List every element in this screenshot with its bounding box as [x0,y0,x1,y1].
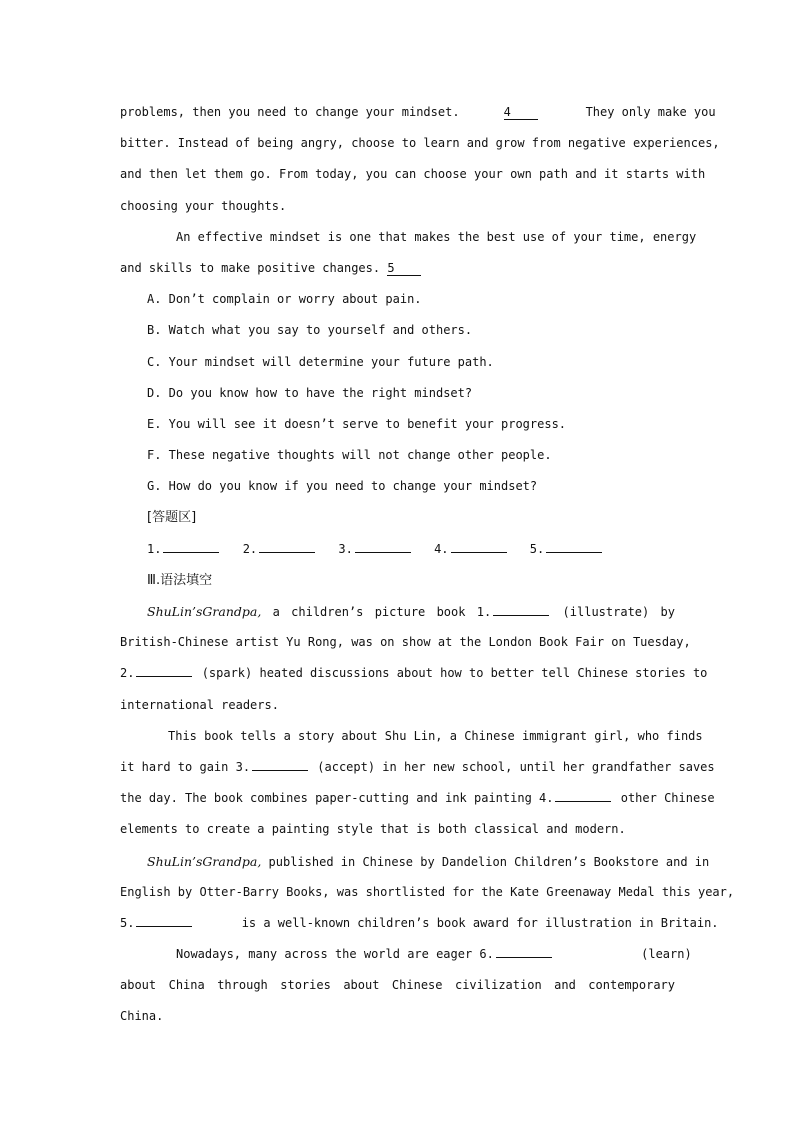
passage-line: it hard to gain 3. (accept) in her new school, until her grandfather saves [120,759,715,774]
blank-4[interactable]: 4 [504,105,538,120]
passage-line: ShuLin’sGrandpa, published in Chinese by Dandelion Children’s Bookstore and in [147,853,710,869]
answer-row: 1. 2. 3. 4. 5. [120,537,675,568]
passage-line: ShuLin’sGrandpa, a children’s picture book 1. (illustrate) by [147,604,675,619]
blank-5[interactable]: 5 [387,261,421,276]
section-title: Ⅲ.语法填空 [147,572,213,588]
passage-line: and then let them go. From today, you can choose your own path and it starts with [120,167,706,182]
passage-line: 5. is a well-known children’s book award for illustration in Britain. [120,915,719,930]
passage-line: British-Chinese artist Yu Rong, was on show at the London Book Fair on Tuesday, [120,635,691,650]
option-g: G. How do you know if you need to change your mindset? [147,479,538,494]
book-title: ShuLin’sGrandpa, [147,604,262,619]
grammar-blank-5[interactable] [136,914,192,927]
answer-blank-5[interactable] [546,540,602,553]
passage-line: problems, then you need to change your mindset. 4 They only make you [120,105,716,119]
passage-line: 2. (spark) heated discussions about how to better tell Chinese stories to [120,666,708,681]
passage-line: international readers. [120,697,279,712]
passage-line: Nowadays, many across the world are eager 6. (learn) [176,947,692,962]
grammar-blank-1[interactable] [493,603,549,616]
passage-line: and skills to make positive changes. 5 [120,256,675,287]
passage-line: the day. The book combines paper-cutting and ink painting 4. other Chinese [120,791,715,806]
document-page [120,100,735,1036]
answer-blank-2[interactable] [259,540,315,553]
grammar-blank-4[interactable] [555,789,611,802]
option-c: C. Your mindset will determine your future path. [147,354,494,369]
option-e: E. You will see it doesn’t serve to benefit your progress. [147,416,567,431]
option-b: B. Watch what you say to yourself and others. [147,323,473,338]
option-f: F. These negative thoughts will not change other people. [147,448,552,463]
passage-line: elements to create a painting style that is both classical and modern. [120,822,626,837]
option-a: A. Don’t complain or worry about pain. [147,292,422,307]
grammar-blank-2[interactable] [136,664,192,677]
passage-line: about China through stories about Chinese civilization and contemporary [120,978,675,993]
answer-blank-1[interactable] [163,540,219,553]
option-d: D. Do you know how to have the right mindset? [147,385,473,400]
passage-line: This book tells a story about Shu Lin, a Chinese immigrant girl, who finds [168,728,703,743]
answer-blank-4[interactable] [451,540,507,553]
answer-area-label: [答题区] [147,510,197,526]
grammar-blank-6[interactable] [496,945,552,958]
passage-line: choosing your thoughts. [120,198,287,213]
answer-blank-3[interactable] [355,540,411,553]
book-title: ShuLin’sGrandpa, [147,853,262,869]
grammar-blank-3[interactable] [252,758,308,771]
passage-line: China. [120,1009,164,1024]
passage-line: bitter. Instead of being angry, choose to learn and grow from negative experiences, [120,136,720,151]
passage-line: English by Otter-Barry Books, was shortlisted for the Kate Greenaway Medal this year, [120,884,735,899]
passage-line: An effective mindset is one that makes the best use of your time, energy [176,229,697,244]
